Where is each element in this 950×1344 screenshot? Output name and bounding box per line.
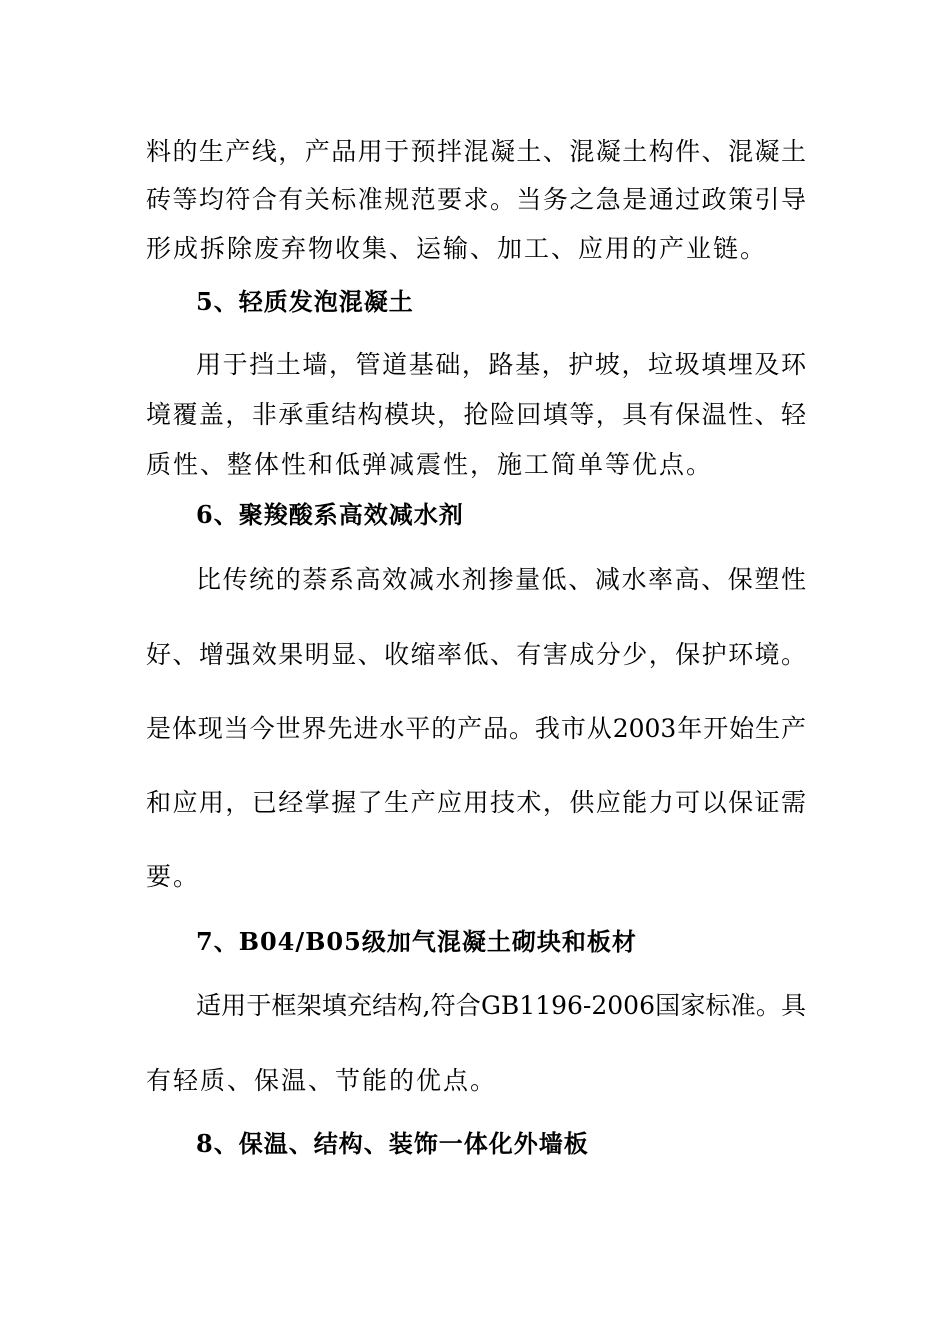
section-heading-5: 5、轻质发泡混凝土 — [196, 287, 414, 316]
paragraph-line: 要。 — [146, 862, 201, 891]
paragraph-line: 境覆盖，非承重结构模块，抢险回填等，具有保温性、轻 — [146, 400, 806, 429]
paragraph-line: 质性、整体性和低弹减震性，施工简单等优点。 — [146, 450, 714, 479]
paragraph-line: 砖等均符合有关标准规范要求。当务之急是通过政策引导 — [146, 185, 806, 214]
section-heading-7: 7、B04/B05级加气混凝土砌块和板材 — [196, 927, 637, 956]
paragraph-line: 好、增强效果明显、收缩率低、有害成分少，保护环境。 — [146, 640, 806, 669]
section-heading-6: 6、聚羧酸系高效减水剂 — [196, 500, 464, 529]
paragraph-line: 适用于框架填充结构,符合GB1196-2006国家标准。具 — [196, 991, 806, 1020]
paragraph-line: 和应用，已经掌握了生产应用技术，供应能力可以保证需 — [146, 788, 806, 817]
paragraph-line: 料的生产线，产品用于预拌混凝土、混凝土构件、混凝土 — [146, 137, 806, 166]
paragraph-line: 比传统的萘系高效减水剂掺量低、减水率高、保塑性 — [196, 565, 806, 594]
paragraph-line: 用于挡土墙，管道基础，路基，护坡，垃圾填埋及环 — [196, 350, 806, 379]
section-heading-8: 8、保温、结构、装饰一体化外墙板 — [196, 1129, 589, 1158]
paragraph-line: 有轻质、保温、节能的优点。 — [146, 1066, 498, 1095]
paragraph-line: 是体现当今世界先进水平的产品。我市从2003年开始生产 — [146, 714, 806, 743]
paragraph-line: 形成拆除废弃物收集、运输、加工、应用的产业链。 — [146, 234, 768, 263]
